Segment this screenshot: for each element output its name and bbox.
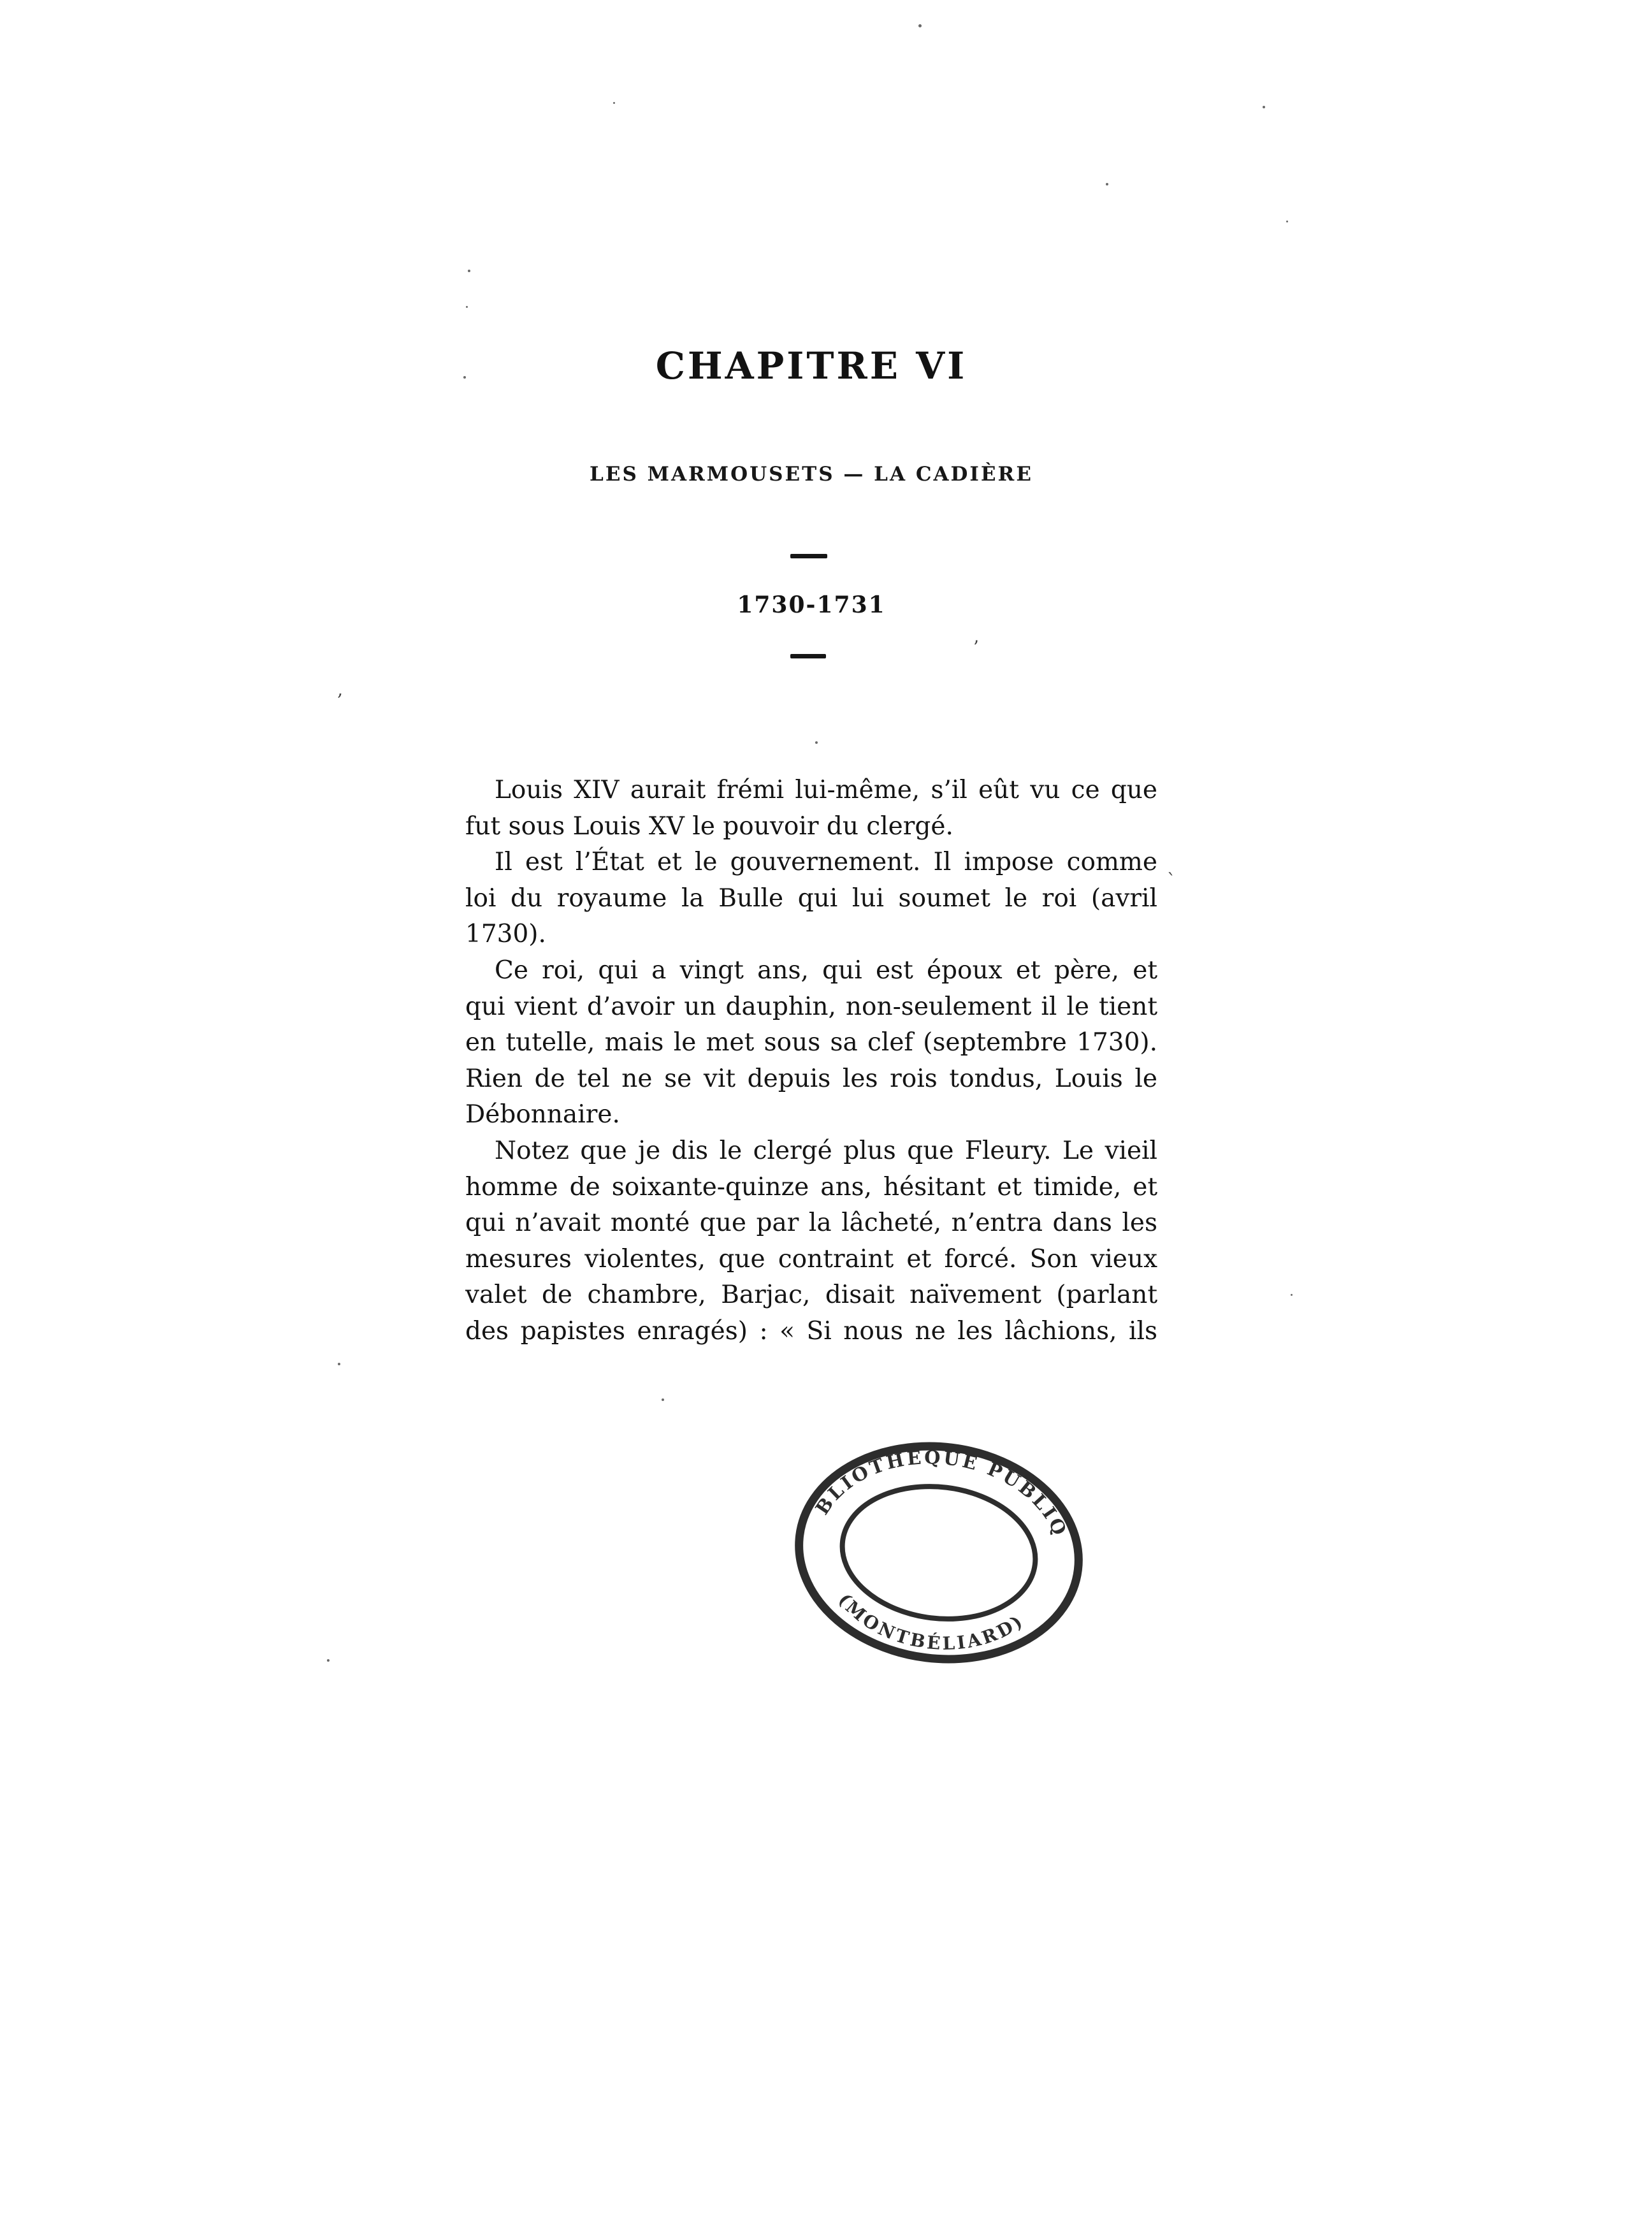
divider-dash-bottom — [790, 654, 826, 658]
scan-speck — [815, 741, 818, 744]
scan-speck — [662, 1398, 664, 1401]
text-line: qui n’avait monté que par la lâcheté, n’entra dans les — [465, 1209, 1157, 1238]
stray-mark: ‚ — [337, 679, 343, 700]
text-line: qui vient d’avoir un dauphin, non-seulement il le tient — [465, 992, 1157, 1021]
text-line: Il est l’État et le gouvernement. Il impose comme — [495, 848, 1157, 877]
scan-speck — [338, 1363, 340, 1365]
scan-speck — [1106, 183, 1108, 185]
scan-speck — [918, 24, 922, 27]
scan-speck — [468, 270, 470, 272]
text-line: valet de chambre, Barjac, disait naïvement (parlant — [465, 1281, 1157, 1310]
library-stamp-graphic — [779, 1425, 1098, 1680]
scan-speck — [1263, 106, 1265, 108]
scan-speck — [466, 306, 468, 308]
stray-mark: ` — [1167, 870, 1176, 891]
library-stamp — [779, 1425, 1098, 1680]
text-line: loi du royaume la Bulle qui lui soumet le roi (avril — [465, 883, 1157, 913]
divider-dash-top — [790, 554, 827, 558]
chapter-subtitle: LES MARMOUSETS — LA CADIÈRE — [590, 463, 1033, 486]
body-text — [465, 773, 1157, 1350]
text-line: Louis XIV aurait frémi lui-même, s’il eût vu ce que — [495, 776, 1157, 804]
stamp-top-text: BIBLIOTHÈQUE PUBLIQUE — [811, 1446, 1072, 1558]
text-line: homme de soixante-quinze ans, hésitant et timide, et — [465, 1172, 1157, 1201]
text-line: Ce roi, qui a vingt ans, qui est époux et père, et — [495, 955, 1157, 985]
scan-speck — [1286, 221, 1288, 222]
text-line: en tutelle, mais le met sous sa clef (septembre 1730). — [465, 1028, 1157, 1057]
stray-mark: ’ — [973, 637, 979, 658]
scan-speck — [327, 1659, 330, 1662]
scan-speck — [463, 376, 466, 379]
scan-speck — [613, 102, 615, 104]
text-line: mesures violentes, que contraint et forcé. Son vieux — [465, 1244, 1157, 1274]
text-line: Rien de tel ne se vit depuis les rois tondus, Louis le — [465, 1064, 1157, 1093]
stamp-bottom-text: (MONTBÉLIARD) — [834, 1589, 1029, 1654]
text-line: des papistes enragés) : « Si nous ne les lâchions, ils — [465, 1316, 1157, 1346]
date-range: 1730-1731 — [737, 592, 886, 618]
text-line: 1730). — [465, 920, 546, 949]
text-line: fut sous Louis XV le pouvoir du clergé. — [465, 811, 953, 841]
text-line: Débonnaire. — [465, 1100, 620, 1129]
text-line: Notez que je dis le clergé plus que Fleury. Le vieil — [495, 1136, 1157, 1165]
chapter-title: CHAPITRE VI — [655, 344, 967, 388]
scan-speck — [1291, 1294, 1293, 1296]
